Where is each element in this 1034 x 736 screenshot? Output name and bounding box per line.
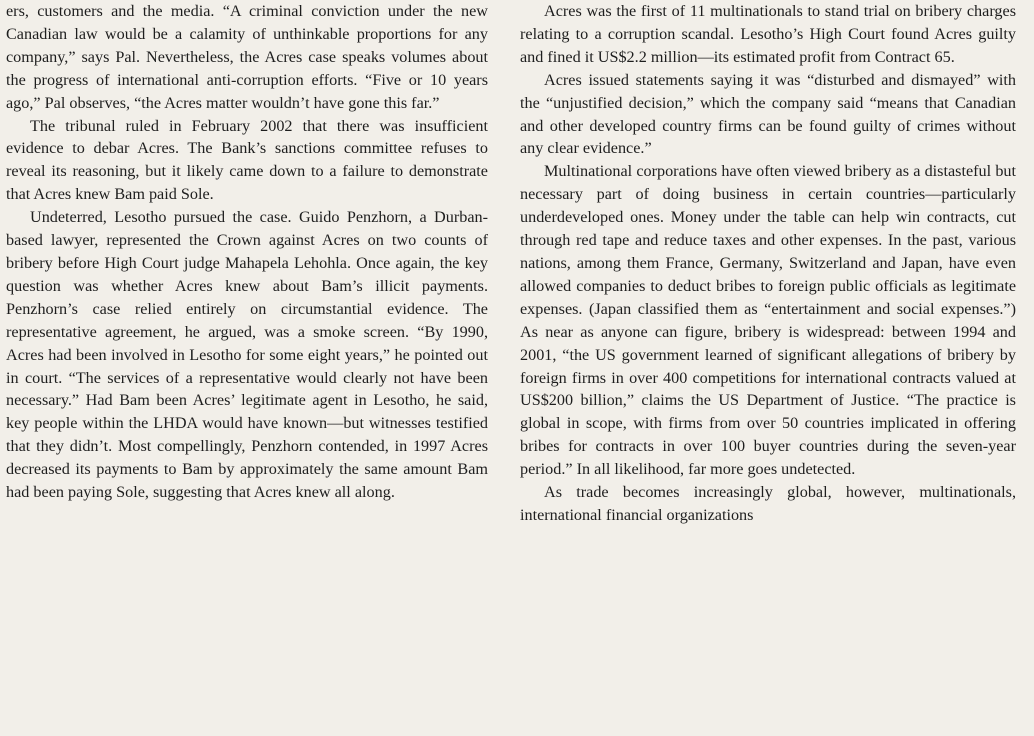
paragraph: As trade becomes increasingly global, however, multinationals, international financial organizations [520,483,1016,524]
right-column [520,0,1016,527]
left-column [6,0,488,504]
paragraph: The tribunal ruled in February 2002 that there was insufficient evidence to debar Acres. The Bank’s sanctions committee refuses to reveal its reasoning, but it likely came down to a failure to demonstrate that Acres knew Bam paid Sole. [6,116,488,204]
paragraph: Acres was the first of 11 multinationals to stand trial on bribery charges relating to a corruption scandal. Lesotho’s High Court found Acres guilty and fined it US$2.2 million—its estimated profit from Contract 65. [520,2,1016,66]
paragraph: Undeterred, Lesotho pursued the case. Guido Penzhorn, a Durban-based lawyer, represented the Crown against Acres on two counts of bribery before High Court judge Mahapela Lehohla. Once again, the key question was whether Acres knew about Bam’s illicit payments. Penzhorn’s case relied entirely on circumstantial evidence. The representative agreement, he argued, was a smoke screen. “By 1990, Acres had been involved in Lesotho for some eight years,” he pointed out in court. “The services of a representative would clearly not have been necessary.” Had Bam been Acres’ legitimate agent in Lesotho, he said, key people within the LHDA would have known—but witnesses testified that they didn’t. Most compellingly, Penzhorn contended, in 1997 Acres decreased its payments to Bam by approximately the same amount Bam had been paying Sole, suggesting that Acres knew all along. [6,208,488,502]
paragraph: Acres issued statements saying it was “disturbed and dismayed” with the “unjustified decision,” which the company said “means that Canadian and other developed country firms can be found guilty of crimes without any clear evidence.” [520,70,1016,158]
paragraph: ers, customers and the media. “A criminal conviction under the new Canadian law would be a calamity of unthinkable proportions for any company,” says Pal. Nevertheless, the Acres case speaks volumes about the progress of international anti-corruption efforts. “Five or 10 years ago,” Pal observes, “the Acres matter wouldn’t have gone this far.” [6,2,488,112]
paragraph: Multinational corporations have often viewed bribery as a distasteful but necessary part of doing business in certain countries—particularly underdeveloped ones. Money under the table can help win contracts, cut through red tape and reduce taxes and other expenses. In the past, various nations, among them France, Germany, Switzerland and Japan, have even allowed companies to deduct bribes to foreign public officials as legitimate expenses. (Japan classified them as “entertainment and social expenses.”) As near as anyone can figure, bribery is widespread: between 1994 and 2001, “the US government learned of significant allegations of bribery by foreign firms in over 400 competitions for international contracts valued at US$200 billion,” claims the US Department of Justice. “The practice is global in scope, with firms from over 50 countries implicated in offering bribes for contracts in over 100 buyer countries during the seven-year period.” In all likelihood, far more goes undetected. [520,162,1016,479]
